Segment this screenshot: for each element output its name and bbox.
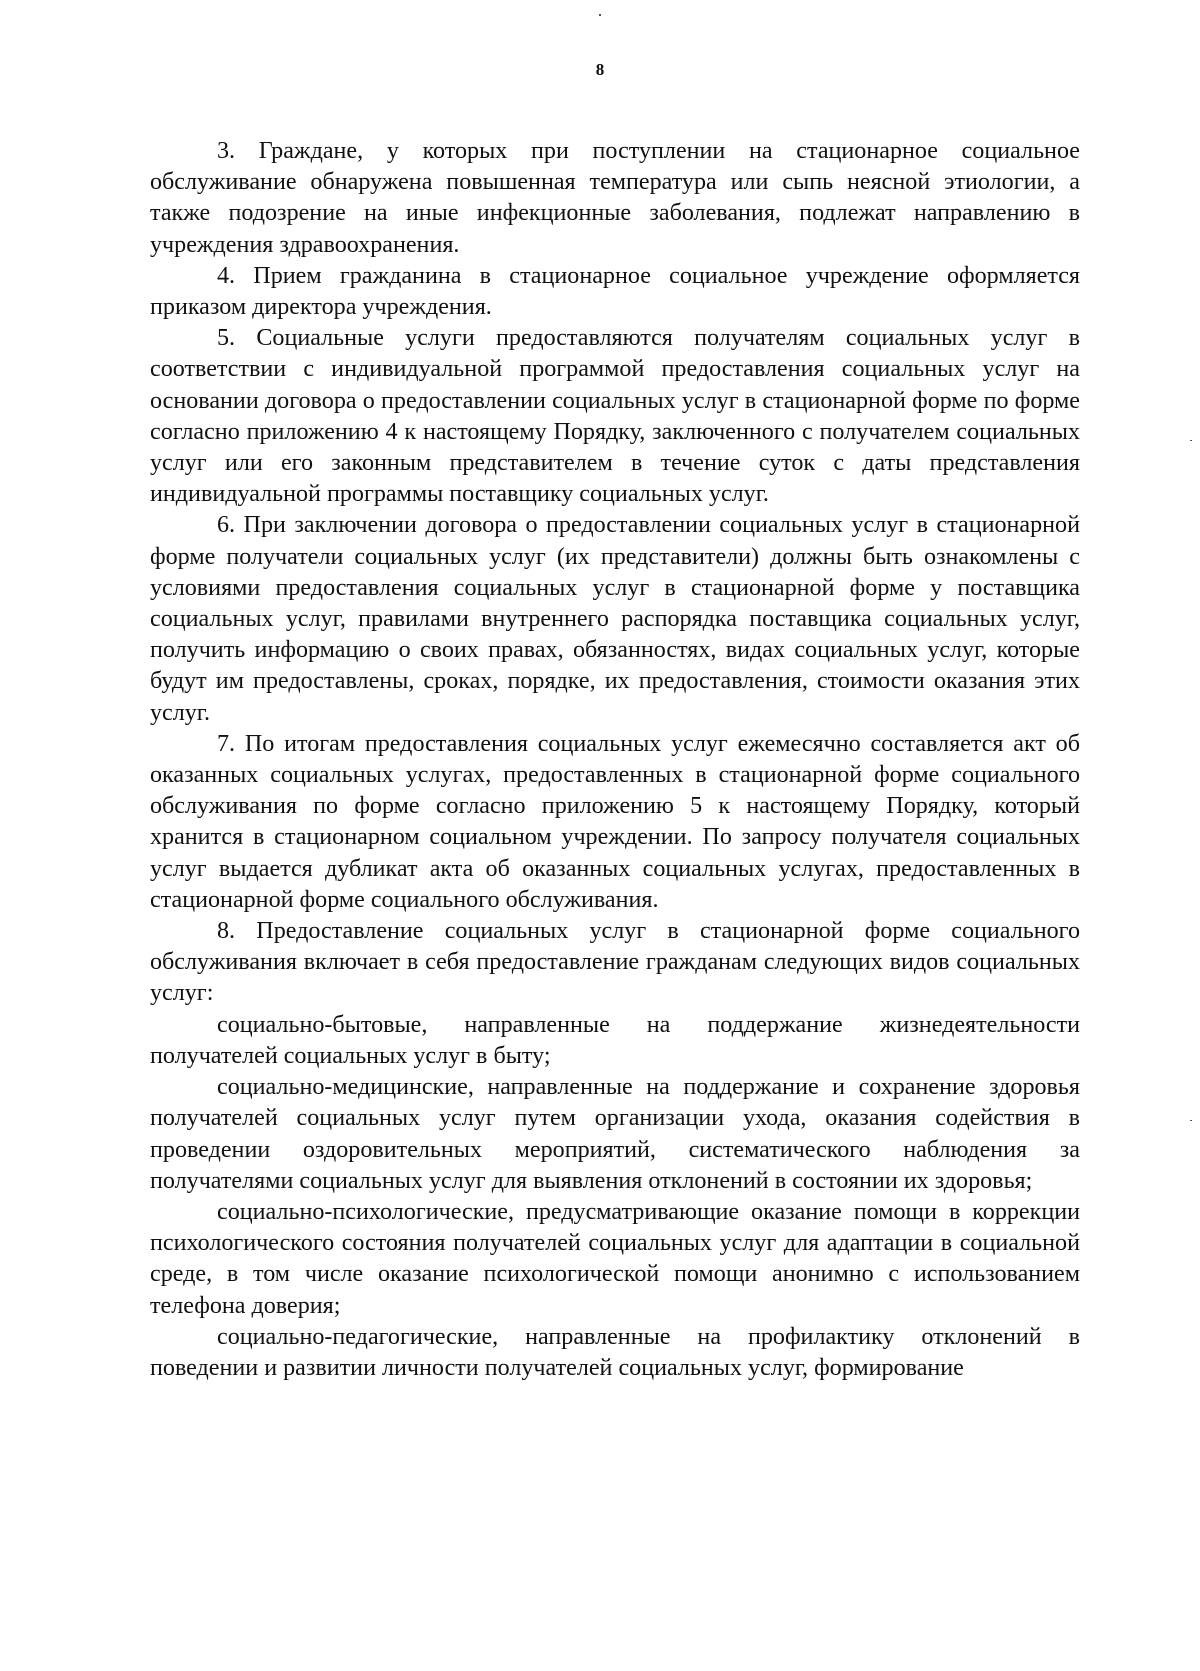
page-number: 8 <box>595 60 605 79</box>
paragraph-6: 6. При заключении договора о предоставлении социальных услуг в стационарной форме получатели социальных услуг (их представители) должны быть ознакомлены с условиями предоставления социальных услуг в стационарной форме у поставщика социальных услуг, правилами внутреннего распорядка поставщика социальных услуг, получить информацию о своих правах, обязанностях, видах социальных услуг, которые будут им предоставлены, сроках, порядке, их предоставления, стоимости оказания этих услуг. <box>150 512 1080 726</box>
paragraph-3: 3. Граждане, у которых при поступлении на стационарное социальное обслуживание обнаружена повышенная температура или сыпь неясной этиологии, а также подозрение на иные инфекционные заболевания, подлежат направлению в учреждения здравоохранения. <box>150 138 1080 258</box>
document-body <box>150 136 1080 1384</box>
service-type-social-medical: социально-медицинские, направленные на поддержание и сохранение здоровья получателей социальных услуг путем организации ухода, оказания содействия в проведении оздоровительных мероприятий, систематического наблюдения за получателями социальных услуг для выявления отклонений в состоянии их здоровья; <box>150 1074 1080 1194</box>
scan-speck <box>599 14 601 16</box>
service-type-social-pedagogical: социально-педагогические, направленные на профилактику отклонений в поведении и развитии личности получателей социальных услуг, формирование <box>150 1323 1080 1381</box>
paragraph-8: 8. Предоставление социальных услуг в стационарной форме социального обслуживания включает в себя предоставление гражданам следующих видов социальных услуг: <box>150 918 1080 1007</box>
scan-speck <box>1190 440 1192 441</box>
paragraph-5: 5. Социальные услуги предоставляются получателям социальных услуг в соответствии с индивидуальной программой предоставления социальных услуг на основании договора о предоставлении социальных услуг в стационарной форме по форме согласно приложению 4 к настоящему Порядку, заключенного с получателем социальных услуг или его законным представителем в течение суток с даты представления индивидуальной программы поставщику социальных услуг. <box>150 325 1080 508</box>
paragraph-7: 7. По итогам предоставления социальных услуг ежемесячно составляется акт об оказанных социальных услугах, предоставленных в стационарной форме социального обслуживания по форме согласно приложению 5 к настоящему Порядку, который хранится в стационарном социальном учреждении. По запросу получателя социальных услуг выдается дубликат акта об оказанных социальных услугах, предоставленных в стационарной форме социального обслуживания. <box>150 730 1080 913</box>
scan-speck <box>1190 1120 1192 1121</box>
service-type-social-domestic: социально-бытовые, направленные на поддержание жизнедеятельности получателей социальных услуг в быту; <box>150 1011 1080 1069</box>
paragraph-4: 4. Прием гражданина в стационарное социальное учреждение оформляется приказом директора учреждения. <box>150 262 1080 321</box>
service-type-social-psychological: социально-психологические, предусматривающие оказание помощи в коррекции психологического состояния получателей социальных услуг для адаптации в социальной среде, в том числе оказание психологической помощи анонимно с использованием телефона доверия; <box>150 1198 1080 1319</box>
